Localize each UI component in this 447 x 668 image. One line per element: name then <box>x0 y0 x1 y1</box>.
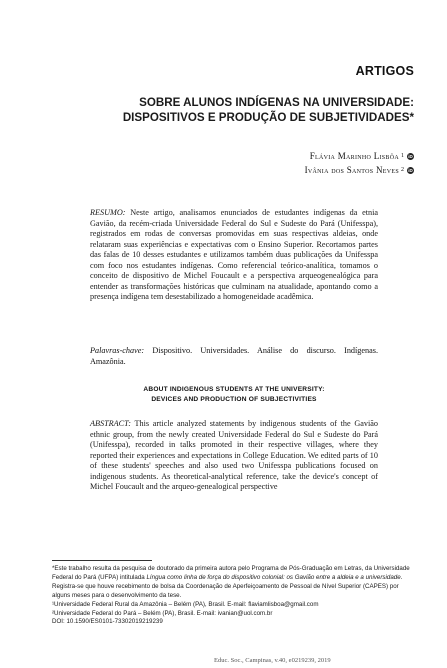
thesis-title: Língua como linha de força do dispositivo colonial: os Gavião entre a aldeia e a universidade <box>146 573 401 581</box>
abstract-text: This article analyzed statements by indigenous students of the Gavião ethnic group, from the newly created Universidade Federal do Sul e Sudeste do Pará (Unifesspa), recorded in talks promoted in their respective villages, where they reported their experiences and expectations in College Education. We edited parts of 10 of these students' speeches and also used two Unifesspa publications focused on indigenous students. As theoretical-analytical reference, take the device's concept of Michel Foucault and the arqueo-genealogical perspective <box>90 419 378 491</box>
footnote-affiliation-2: ²Universidade Federal do Pará – Belém (PA), Brasil. E-mail: ivanian@uol.com.br <box>52 609 273 617</box>
abstract-label: ABSTRACT: <box>90 419 131 428</box>
article-title <box>34 95 414 125</box>
title-line-2: DISPOSITIVOS E PRODUÇÃO DE SUBJETIVIDADES* <box>122 111 414 124</box>
orcid-icon[interactable]: iD <box>408 153 413 159</box>
section-label: ARTIGOS <box>355 64 414 78</box>
resumo-label: RESUMO: <box>90 208 126 217</box>
footnote-funding: *Este trabalho resulta da pesquisa de doutorado da primeira autora pelo Programa de Pós-Graduação em Letras, da Universidade Federal do Pará (UFPA) intitulada Língua como linha de força do dispositivo colonial: os Gavião entre a aldeia e a universidade. Registra-se que houve recebimento de bolsa da Coordenação de Aperfeiçoamento de Pessoal de Nível Superior (CAPES) por alguns meses para o desenvolvimento da tese. <box>52 565 410 599</box>
orcid-icon[interactable]: iD <box>408 167 413 173</box>
resumo-paragraph <box>90 208 378 303</box>
author-name: Flávia Marinho Lisbôa <box>309 151 399 161</box>
author-1 <box>305 149 414 163</box>
footnote-affiliation-1: ¹Universidade Federal Rural da Amazônia – Belém (PA), Brasil. E-mail: flaviamlisboa@gmail.com <box>52 600 319 608</box>
resumo-text: Neste artigo, analisamos enunciados de estudantes indígenas da etnia Gavião, da recém-criada Universidade Federal do Sul e Sudeste do Pará (Unifesspa), registrados em rodas de conversas promovidas em suas respectivas aldeias, onde relataram suas experiências e expectativas com o Ensino Superior. Recortamos partes das falas de 10 desses estudantes e utilizamos também duas publicações da Unifesspa com foco nos estudantes indígenas. Como referencial teórico-analítica, tomamos o conceito de dispositivo de Michel Foucault e a perspectiva arqueogenealógica para entender as transformações históricas que culminam na atualidade, apontando como a presença indígena tem desestabilizado a homogeneidade acadêmica. <box>90 208 378 301</box>
keywords-label: Palavras-chave: <box>90 346 145 355</box>
footnote-divider <box>52 560 152 561</box>
author-affiliation-mark: 2 <box>401 167 404 173</box>
page-footer: Educ. Soc., Campinas, v.40, e0219239, 2019 <box>214 657 331 664</box>
keywords-paragraph <box>90 346 378 367</box>
title-line-1: SOBRE ALUNOS INDÍGENAS NA UNIVERSIDADE: <box>139 96 414 109</box>
english-title-line-2: DEVICES AND PRODUCTION OF SUBJECTIVITIES <box>151 395 317 403</box>
english-title-line-1: ABOUT INDIGENOUS STUDENTS AT THE UNIVERSITY: <box>143 386 325 393</box>
author-2 <box>305 163 414 177</box>
abstract-paragraph <box>90 419 378 493</box>
footnotes <box>52 565 414 627</box>
author-list <box>305 149 414 177</box>
doi-link[interactable]: DOI: 10.1590/ES0101-73302019219239 <box>52 618 163 626</box>
keywords-text: Dispositivo. Universidades. Análise do discurso. Indígenas. Amazônia. <box>90 346 378 366</box>
author-affiliation-mark: 1 <box>401 153 404 159</box>
english-title <box>90 385 378 404</box>
author-name: Ivânia dos Santos Neves <box>304 165 399 175</box>
